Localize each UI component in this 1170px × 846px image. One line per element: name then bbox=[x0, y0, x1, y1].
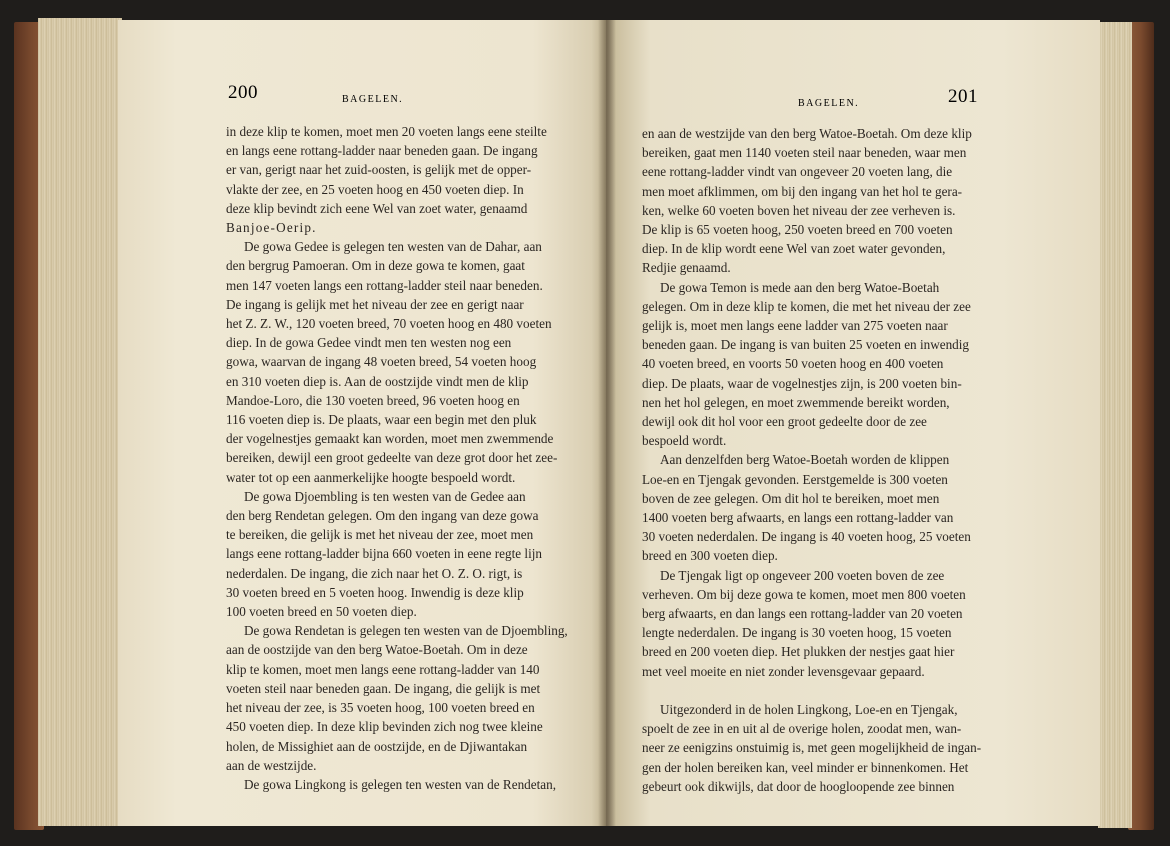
text-line: 1400 voeten berg afwaarts, en langs een rottang-ladder van bbox=[642, 510, 954, 526]
text-line: spoelt de zee in en uit al de overige holen, zoodat men, wan- bbox=[642, 721, 962, 737]
text-line: 40 voeten breed, en voorts 50 voeten hoog en 400 voeten bbox=[642, 356, 944, 372]
text-line: 30 voeten breed en 5 voeten hoog. Inwendig is deze klip bbox=[226, 584, 524, 600]
text-column bbox=[226, 122, 580, 794]
text-line: bespoeld wordt. bbox=[642, 433, 727, 449]
text-line: er van, gerigt naar het zuid-oosten, is gelijk met de opper- bbox=[226, 162, 532, 178]
text-line: De gowa Lingkong is gelegen ten westen van de Rendetan, bbox=[244, 776, 557, 792]
text-line: men 147 voeten langs een rottang-ladder steil naar beneden. bbox=[226, 277, 543, 293]
text-line: De Tjengak ligt op ongeveer 200 voeten boven de zee bbox=[660, 567, 945, 583]
text-line: deze klip bevindt zich eene Wel van zoet water, genaamd bbox=[226, 200, 528, 216]
text-line: aan de oostzijde van den berg Watoe-Boetah. Om in deze bbox=[226, 642, 528, 658]
text-line: men moet afklimmen, om bij den ingang van het hol te gera- bbox=[642, 183, 963, 199]
text-line: den berg Rendetan gelegen. Om den ingang van deze gowa bbox=[226, 508, 539, 524]
text-line: Banjoe-Oerip. bbox=[226, 220, 317, 236]
text-line: 30 voeten nederdalen. De ingang is 40 voeten hoog, 25 voeten bbox=[642, 529, 971, 545]
text-line: en langs eene rottang-ladder naar beneden gaan. De ingang bbox=[226, 143, 538, 159]
text-line: klip te komen, moet men langs eene rottang-ladder van 140 bbox=[226, 661, 540, 677]
text-column bbox=[642, 124, 996, 796]
text-line: diep. In de klip wordt eene Wel van zoet water gevonden, bbox=[642, 241, 946, 257]
text-line: vlakte der zee, en 25 voeten hoog en 450 voeten diep. In bbox=[226, 181, 524, 197]
text-line: nen het hol gelegen, en moet zwemmende bereikt worden, bbox=[642, 394, 950, 410]
text-line: dewijl ook dit hol voor een groot gedeelte door de zee bbox=[642, 414, 927, 430]
text-line: ken, welke 60 voeten boven het niveau der zee verheven is. bbox=[642, 202, 956, 218]
text-line: boven de zee gelegen. Om dit hol te bereiken, moet men bbox=[642, 490, 940, 506]
text-line: Aan denzelfden berg Watoe-Boetah worden de klippen bbox=[660, 452, 950, 468]
text-line: holen, de Missighiet aan de oostzijde, en de Djiwantakan bbox=[226, 738, 528, 754]
text-line: het niveau der zee, is 35 voeten hoog, 100 voeten breed en bbox=[226, 700, 535, 716]
text-line: Loe-en en Tjengak gevonden. Eerstgemelde is 300 voeten bbox=[642, 471, 948, 487]
text-line: neer ze eenigzins onstuimig is, met geen mogelijkheid de ingan- bbox=[642, 740, 982, 756]
text-line: aan de westzijde. bbox=[226, 757, 317, 773]
text-line: diep. In de gowa Gedee vindt men ten westen nog een bbox=[226, 335, 512, 351]
left-page bbox=[118, 20, 606, 826]
text-line: Mandoe-Loro, die 130 voeten breed, 96 voeten hoog en bbox=[226, 392, 520, 408]
text-line: water tot op een aanmerkelijke hoogte bespoeld wordt. bbox=[226, 469, 516, 485]
book-gutter bbox=[598, 20, 616, 826]
text-line: gelijk is, moet men langs eene ladder van 275 voeten naar bbox=[642, 318, 948, 334]
text-line: bereiken, gaat men 1140 voeten steil naar beneden, waar men bbox=[642, 145, 967, 161]
text-line: 450 voeten diep. In deze klip bevinden zich nog twee kleine bbox=[226, 719, 543, 735]
text-line: eene rottang-ladder vindt van ongeveer 20 voeten lang, die bbox=[642, 164, 953, 180]
text-line: bereiken, dewijl een groot gedeelte van deze grot door het zee- bbox=[226, 450, 558, 466]
text-line: in deze klip te komen, moet men 20 voeten langs eene steilte bbox=[226, 124, 547, 139]
text-line: der vogelnestjes gemaakt kan worden, moet men zwemmende bbox=[226, 431, 554, 447]
text-line: gebeurt ook dikwijls, dat door de hoogloopende zee binnen bbox=[642, 778, 955, 794]
text-line: Redjie genaamd. bbox=[642, 260, 731, 276]
text-line: gen der holen bereiken kan, veel minder er binnenkomen. Het bbox=[642, 759, 969, 775]
text-line: De ingang is gelijk met het niveau der zee en gerigt naar bbox=[226, 296, 524, 312]
text-line: diep. De plaats, waar de vogelnestjes zijn, is 200 voeten bin- bbox=[642, 375, 962, 391]
text-line: 100 voeten breed en 50 voeten diep. bbox=[226, 604, 417, 620]
text-line: De klip is 65 voeten hoog, 250 voeten breed en 700 voeten bbox=[642, 222, 953, 238]
text-line: breed en 200 voeten diep. Het plukken der nestjes gaat hier bbox=[642, 644, 955, 660]
text-line: en aan de westzijde van den berg Watoe-Boetah. Om deze klip bbox=[642, 126, 972, 141]
text-line: gelegen. Om in deze klip te komen, die met het niveau der zee bbox=[642, 298, 971, 314]
text-line: beneden gaan. De ingang is van buiten 25 voeten en inwendig bbox=[642, 337, 970, 353]
text-line: en 310 voeten diep is. Aan de oostzijde vindt men de klip bbox=[226, 373, 529, 389]
text-line: verheven. Om bij deze gowa te komen, moet men 800 voeten bbox=[642, 586, 966, 602]
text-line: De gowa Temon is mede aan den berg Watoe-Boetah bbox=[660, 279, 940, 295]
text-line: De gowa Djoembling is ten westen van de Gedee aan bbox=[244, 488, 526, 504]
text-line: lengte nederdalen. De ingang is 30 voeten hoog, 15 voeten bbox=[642, 625, 952, 641]
text-line: De gowa Rendetan is gelegen ten westen van de Djoembling, bbox=[244, 623, 568, 639]
text-line: den bergrug Pamoeran. Om in deze gowa te komen, gaat bbox=[226, 258, 525, 274]
running-head: BAGELEN. bbox=[342, 94, 404, 105]
page-number: 200 bbox=[228, 82, 258, 103]
running-head: BAGELEN. bbox=[798, 98, 860, 109]
text-line: Uitgezonderd in de holen Lingkong, Loe-en en Tjengak, bbox=[660, 701, 958, 717]
page-number: 201 bbox=[948, 86, 978, 107]
text-line: De gowa Gedee is gelegen ten westen van de Dahar, aan bbox=[244, 239, 542, 255]
page-edges-right bbox=[1098, 22, 1132, 828]
text-line: langs eene rottang-ladder bijna 660 voeten in eene regte lijn bbox=[226, 546, 543, 562]
right-page bbox=[606, 20, 1100, 826]
text-line: met veel moeite en niet zonder levensgevaar gepaard. bbox=[642, 663, 925, 679]
text-line: 116 voeten diep is. De plaats, waar een begin met den pluk bbox=[226, 412, 537, 428]
text-line: breed en 300 voeten diep. bbox=[642, 548, 778, 564]
text-line: nederdalen. De ingang, die zich naar het O. Z. O. rigt, is bbox=[226, 565, 523, 581]
text-line: voeten steil naar beneden gaan. De ingang, die gelijk is met bbox=[226, 680, 541, 696]
text-line: berg afwaarts, en dan langs een rottang-ladder van 20 voeten bbox=[642, 606, 963, 622]
text-line: het Z. Z. W., 120 voeten breed, 70 voeten hoog en 480 voeten bbox=[226, 316, 552, 332]
text-line: te bereiken, die gelijk is met het niveau der zee, moet men bbox=[226, 527, 534, 543]
page-edges-left bbox=[38, 18, 122, 826]
text-line: gowa, waarvan de ingang 48 voeten breed, 54 voeten hoog bbox=[226, 354, 537, 370]
